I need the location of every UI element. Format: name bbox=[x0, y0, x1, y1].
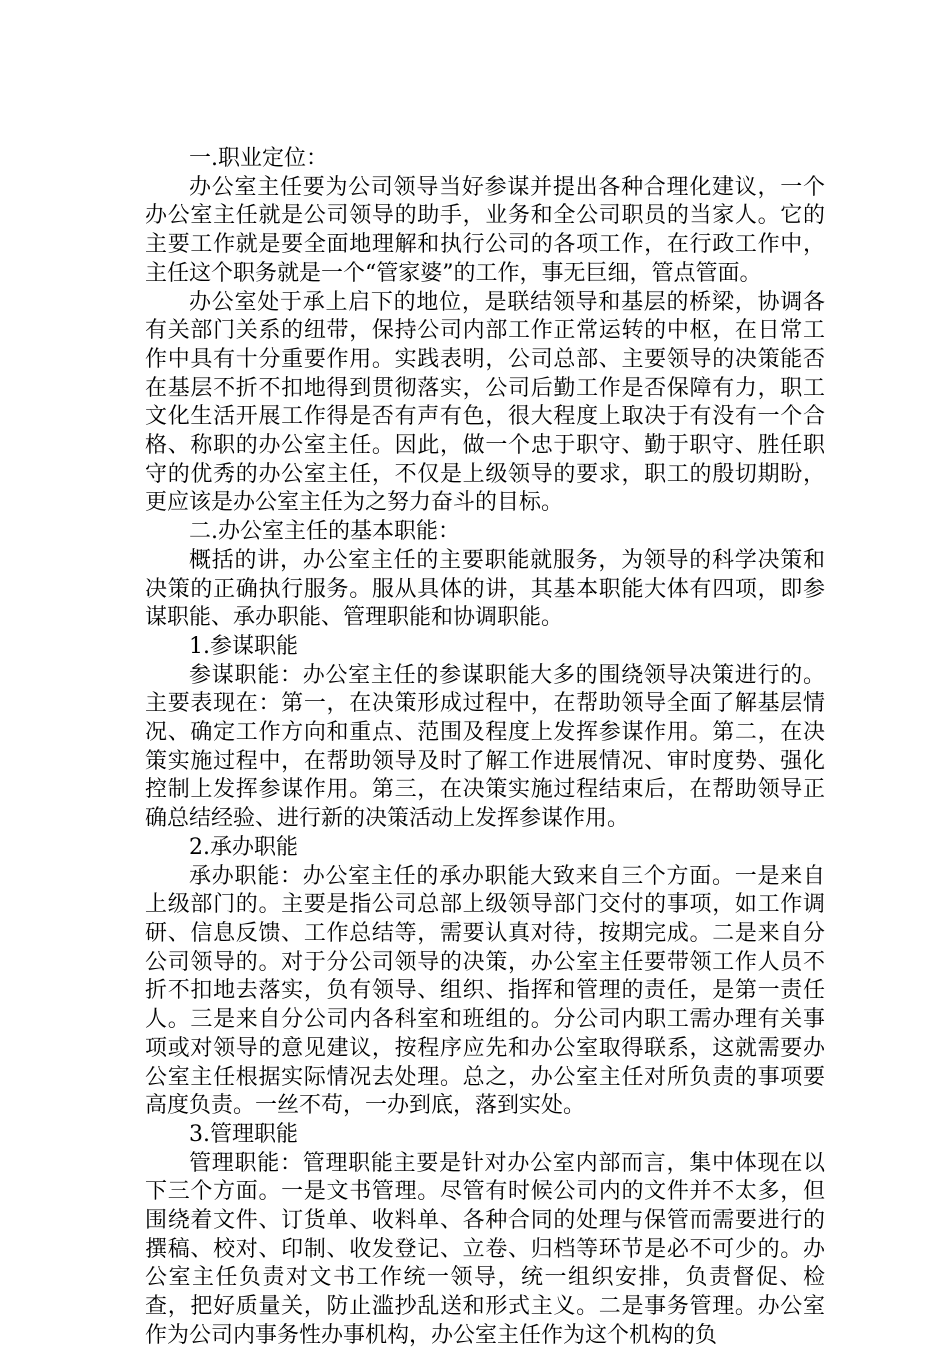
subheading-undertaking-function: 2.承办职能 bbox=[189, 834, 298, 860]
paragraph: 承办职能：办公室主任的承办职能大致来自三个方面。一是来自上级部门的。主要是指公司总部上级领导部门交付的事项，如工作调研、信息反馈、工作总结等，需要认真对待，按期完成。二是来自分公司领导的。对于分公司领导的决策，办公室主任要带领工作人员不折不扣地去落实，负有领导、组织、指挥和管理的责任，是第一责任人。三是来自分公司内各科室和班组的。分公司内职工需办理有关事项或对领导的意见建议，按程序应先和办公室取得联系，这就需要办公室主任根据实际情况去处理。总之，办公室主任对所负责的事项要高度负责。一丝不苟，一办到底，落到实处。 bbox=[145, 863, 825, 1119]
subheading-management-function: 3.管理职能 bbox=[189, 1121, 298, 1147]
paragraph: 办公室主任要为公司领导当好参谋并提出各种合理化建议，一个办公室主任就是公司领导的助手，业务和全公司职员的当家人。它的主要工作就是要全面地理解和执行公司的各项工作，在行政工作中，主任这个职务就是一个“管家婆”的工作，事无巨细，管点管面。 bbox=[145, 174, 825, 286]
subheading-advisory-function: 1.参谋职能 bbox=[189, 633, 298, 659]
section-heading-career-positioning: 一.职业定位： bbox=[189, 146, 328, 171]
paragraph: 管理职能：管理职能主要是针对办公室内部而言，集中体现在以下三个方面。一是文书管理。尽管有时候公司内的文件并不太多，但围绕着文件、订货单、收料单、各种合同的处理与保管而需要进行的撰稿、校对、印制、收发登记、立卷、归档等环节是必不可少的。办公室主任负责对文书工作统一领导，统一组织安排，负责督促、检查，把好质量关，防止滥抄乱送和形式主义。二是事务管理。办公室作为公司内事务性办事机构，办公室主任作为这个机构的负 bbox=[145, 1150, 825, 1348]
section-heading-basic-functions: 二.办公室主任的基本职能： bbox=[189, 519, 460, 545]
paragraph: 参谋职能：办公室主任的参谋职能大多的围绕领导决策进行的。主要表现在：第一，在决策形成过程中，在帮助领导全面了解基层情况、确定工作方向和重点、范围及程度上发挥参谋作用。第二，在决策实施过程中，在帮助领导及时了解工作进展情况、审时度势、强化控制上发挥参谋作用。第三，在决策实施过程结束后，在帮助领导正确总结经验、进行新的决策活动上发挥参谋作用。 bbox=[145, 662, 825, 832]
paragraph: 办公室处于承上启下的地位，是联结领导和基层的桥梁，协调各有关部门关系的纽带，保持公司内部工作正常运转的中枢，在日常工作中具有十分重要作用。实践表明，公司总部、主要领导的决策能否在基层不折不扣地得到贯彻落实，公司后勤工作是否保障有力，职工文化生活开展工作得是否有声有色，很大程度上取决于有没有一个合格、称职的办公室主任。因此，做一个忠于职守、勤于职守、胜任职守的优秀的办公室主任，不仅是上级领导的要求，职工的殷切期盼，更应该是办公室主任为之努力奋斗的目标。 bbox=[145, 289, 825, 516]
document-body bbox=[145, 145, 825, 1351]
paragraph: 概括的讲，办公室主任的主要职能就服务，为领导的科学决策和决策的正确执行服务。服从具体的讲，其基本职能大体有四项，即参谋职能、承办职能、管理职能和协调职能。 bbox=[145, 547, 825, 631]
